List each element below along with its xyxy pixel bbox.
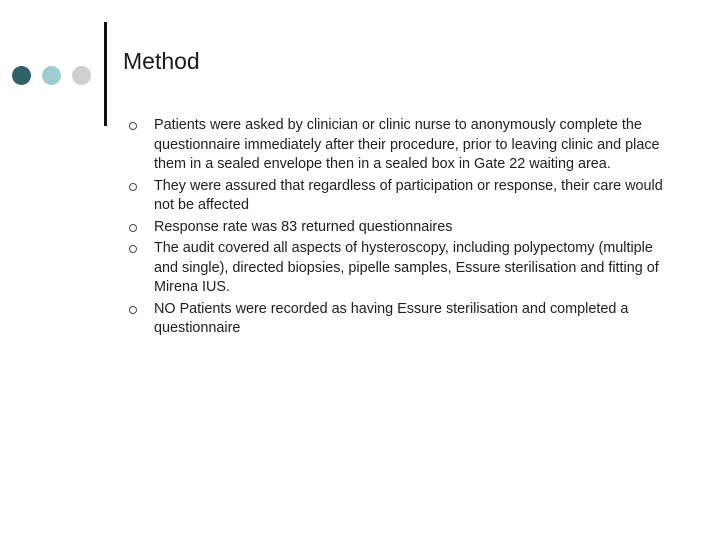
bullet-text: Response rate was 83 returned questionnaires: [154, 218, 453, 235]
list-item: [110, 239, 670, 298]
circle-bullet-icon: [129, 224, 137, 232]
circle-bullet-icon: [129, 245, 137, 253]
bullet-list: [110, 116, 670, 341]
slide-title: Method: [123, 48, 200, 74]
decorative-dot-light: [42, 66, 61, 85]
bullet-text: The audit covered all aspects of hysteroscopy, including polypectomy (multiple and single), directed biopsies, pipelle samples, Essure sterilisation and fitting of Mirena IUS.: [154, 240, 659, 295]
list-item: [110, 218, 670, 238]
decorative-dot-grey: [72, 66, 91, 85]
circle-bullet-icon: [129, 183, 137, 191]
list-item: [110, 116, 670, 175]
circle-bullet-icon: [129, 122, 137, 130]
bullet-text: NO Patients were recorded as having Essure sterilisation and completed a questionnaire: [154, 300, 629, 336]
list-item: [110, 177, 670, 216]
decorative-dot-dark: [12, 66, 31, 85]
list-item: [110, 300, 670, 339]
bullet-text: Patients were asked by clinician or clinic nurse to anonymously complete the questionnaire immediately after their procedure, prior to leaving clinic and place them in a sealed envelope then in a sealed box in Gate 22 waiting area.: [154, 117, 660, 172]
title-divider-bar: [104, 22, 107, 126]
bullet-text: They were assured that regardless of participation or response, their care would not be affected: [154, 177, 663, 213]
circle-bullet-icon: [129, 306, 137, 314]
